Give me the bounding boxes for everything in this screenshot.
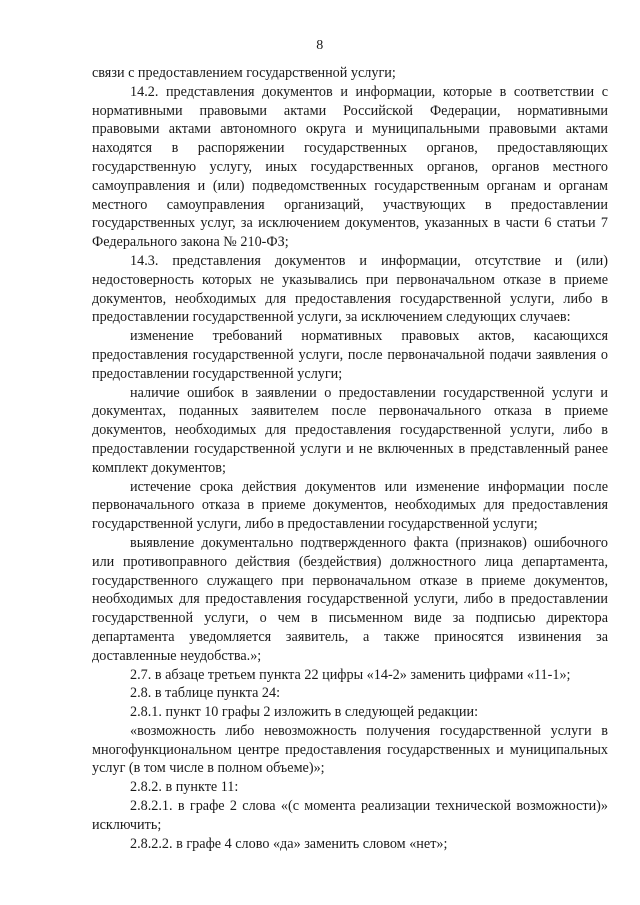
paragraph: «возможность либо невозможность получения государственной услуги в многофункциональном центре предоставления государственных и муниципальных услуг (в том числе в полном объеме)»;	[92, 722, 608, 777]
document-body	[92, 64, 608, 853]
paragraph: истечение срока действия документов или изменение информации после первоначального отказа в приеме документов, необходимых для предоставления государственной услуги, либо в предоставлении государственной услуги;	[92, 478, 608, 533]
page-number: 8	[316, 38, 324, 53]
paragraph: 14.2. представления документов и информации, которые в соответствии с нормативными правовыми актами Российской Федерации, нормативными правовыми актами автономного округа и муниципальными правовыми актами находятся в распоряжении государственных органов, предоставляющих государственную услугу, иных государственных органов, органов местного самоуправления и (или) подведомственных государственным органам и органам местного самоуправления организаций, участвующих в предоставлении государственных услуг, за исключением документов, указанных в части 6 статьи 7 Федерального закона № 210-ФЗ;	[92, 83, 608, 251]
paragraph: 2.8.2.2. в графе 4 слово «да» заменить словом «нет»;	[130, 835, 448, 852]
paragraph: 14.3. представления документов и информации, отсутствие и (или) недостоверность которых не указывались при первоначальном отказе в приеме документов, необходимых для предоставления государственной услуги, либо в предоставлении государственной услуги, за исключением следующих случаев:	[92, 252, 608, 326]
paragraph: 2.8. в таблице пункта 24:	[130, 685, 281, 702]
paragraph: выявление документально подтвержденного факта (признаков) ошибочного или противоправного действия (бездействия) должностного лица департамента, государственного служащего при первоначальном отказе в приеме документов, необходимых для предоставления государственной услуги, либо в предоставлении государственной услуги, о чем в письменном виде за подписью директора департамента уведомляется заявитель, а также приносятся извинения за доставленные неудобства.»;	[92, 534, 608, 664]
paragraph: связи с предоставлением государственной услуги;	[92, 65, 396, 81]
paragraph: 2.7. в абзаце третьем пункта 22 цифры «14-2» заменить цифрами «11-1»;	[130, 666, 571, 683]
paragraph: изменение требований нормативных правовых актов, касающихся предоставления государственной услуги, после первоначальной подачи заявления о предоставлении государственной услуги;	[92, 328, 608, 382]
paragraph: наличие ошибок в заявлении о предоставлении государственной услуги и документах, поданных заявителем после первоначального отказа в приеме документов, необходимых для предоставления государственной услуги, либо в предоставлении государственной услуги и не включенных в представленный ранее комплект документов;	[92, 384, 608, 476]
paragraph: 2.8.1. пункт 10 графы 2 изложить в следующей редакции:	[130, 704, 479, 721]
paragraph: 2.8.2.1. в графе 2 слова «(с момента реализации технической возможности)» исключить;	[92, 798, 608, 833]
paragraph: 2.8.2. в пункте 11:	[130, 779, 239, 796]
